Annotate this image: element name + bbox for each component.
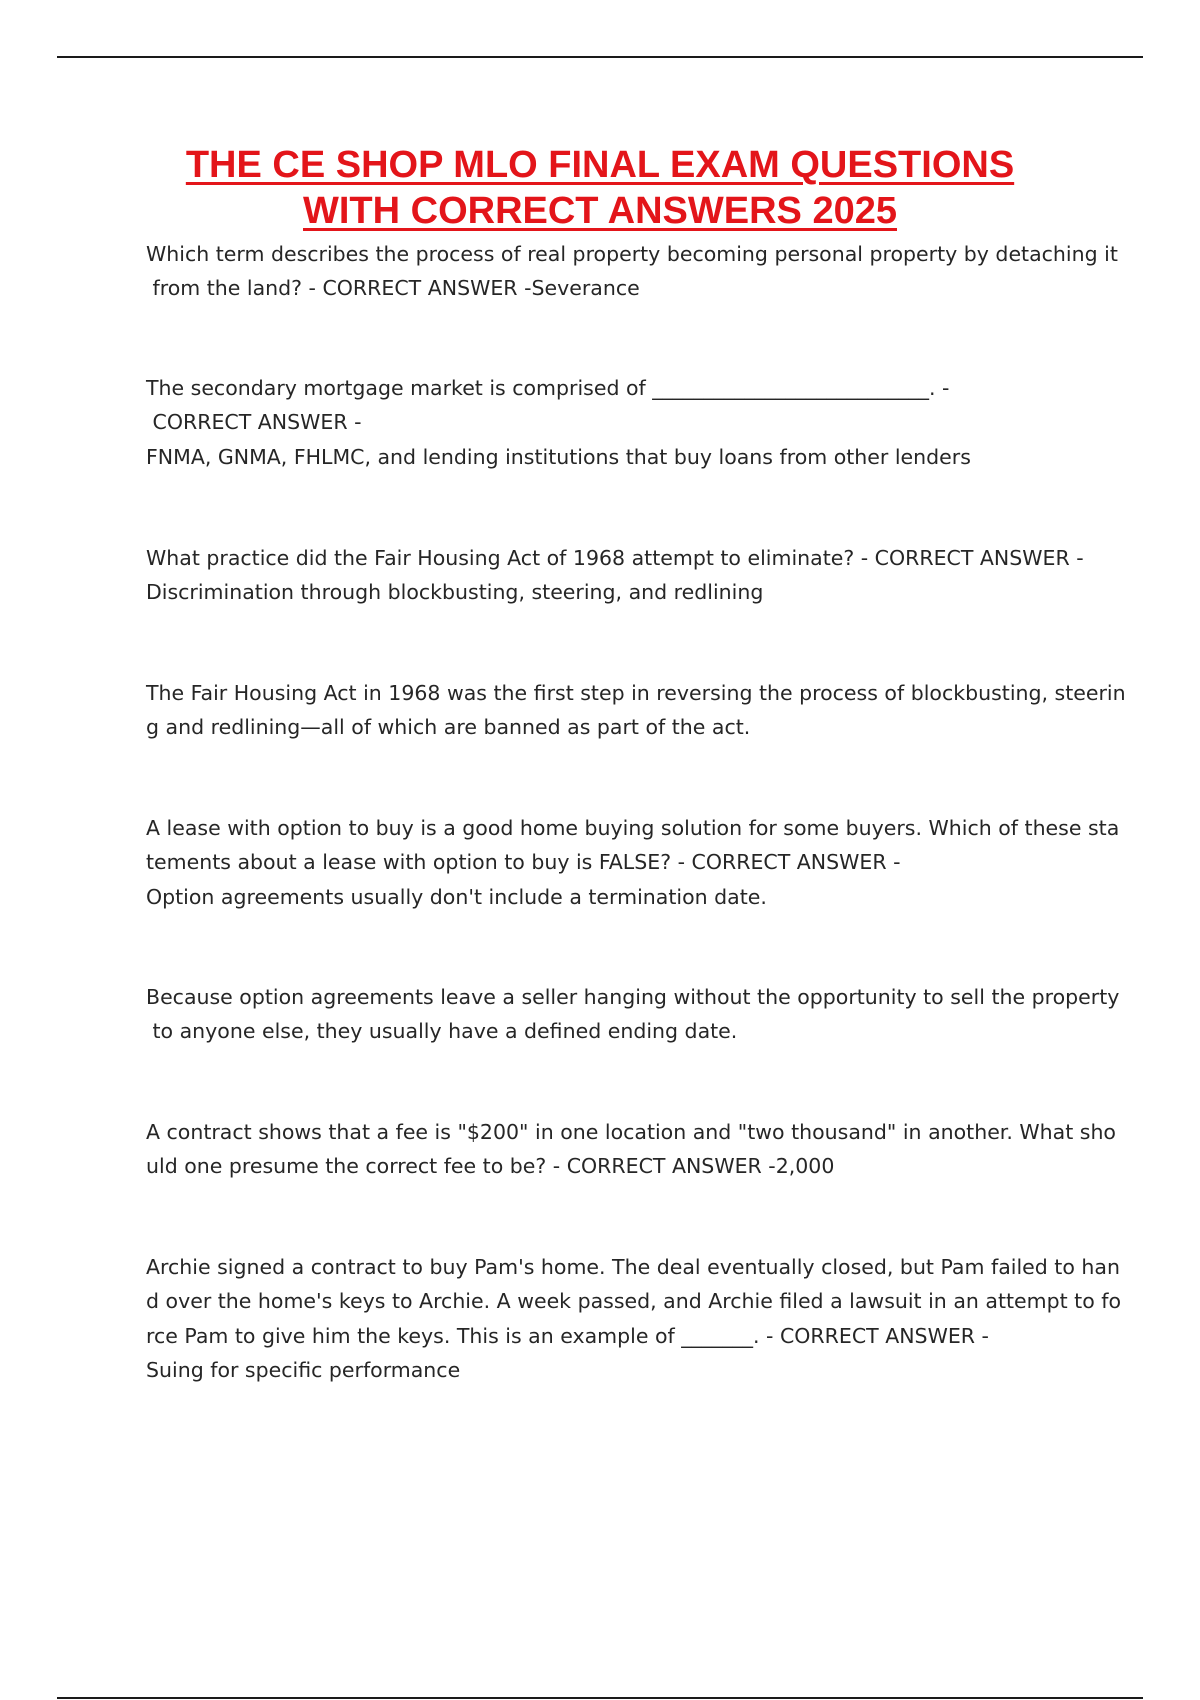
document-title [120,142,1080,234]
title-line-2: WITH CORRECT ANSWERS 2025 [303,190,897,232]
qa-2-question-line-2: CORRECT ANSWER - [146,410,362,434]
qa-1-question-line-2: from the land? - CORRECT ANSWER -Severance [146,276,640,300]
qa-3-question: What practice did the Fair Housing Act of 1968 attempt to eliminate? - CORRECT ANSWER - [146,546,1084,570]
explanation-1-line-1: The Fair Housing Act in 1968 was the first step in reversing the process of blockbusting, steerin [146,681,1126,705]
qa-2-answer: FNMA, GNMA, FHLMC, and lending institutions that buy loans from other lenders [146,445,971,469]
qa-1-question-line-1: Which term describes the process of real property becoming personal property by detaching it [146,242,1118,266]
qa-4-question-line-2: tements about a lease with option to buy is FALSE? - CORRECT ANSWER - [146,850,901,874]
qa-6-answer: Suing for specific performance [146,1358,461,1382]
explanation-2-line-2: to anyone else, they usually have a defined ending date. [146,1019,738,1043]
qa-6-question-line-1: Archie signed a contract to buy Pam's home. The deal eventually closed, but Pam failed to han [146,1255,1120,1279]
title-line-1: THE CE SHOP MLO FINAL EXAM QUESTIONS [185,144,1015,186]
qa-5-question-line-1: A contract shows that a fee is "$200" in one location and "two thousand" in another. What sho [146,1120,1116,1144]
bottom-rule [57,1697,1143,1699]
qa-5-question-line-2: uld one presume the correct fee to be? - CORRECT ANSWER -2,000 [146,1154,835,1178]
qa-2-question-line-1: The secondary mortgage market is comprised of ___________________________. - [146,376,950,400]
qa-4-question-line-1: A lease with option to buy is a good home buying solution for some buyers. Which of these sta [146,816,1120,840]
explanation-2-line-1: Because option agreements leave a seller hanging without the opportunity to sell the property [146,985,1120,1009]
top-rule [57,56,1143,58]
explanation-1-line-2: g and redlining—all of which are banned as part of the act. [146,715,751,739]
qa-3-answer: Discrimination through blockbusting, steering, and redlining [146,580,764,604]
qa-4-answer: Option agreements usually don't include a termination date. [146,885,767,909]
qa-6-question-line-2: d over the home's keys to Archie. A week passed, and Archie filed a lawsuit in an attempt to fo [146,1289,1122,1313]
qa-6-question-line-3: rce Pam to give him the keys. This is an example of _______. - CORRECT ANSWER - [146,1324,989,1348]
